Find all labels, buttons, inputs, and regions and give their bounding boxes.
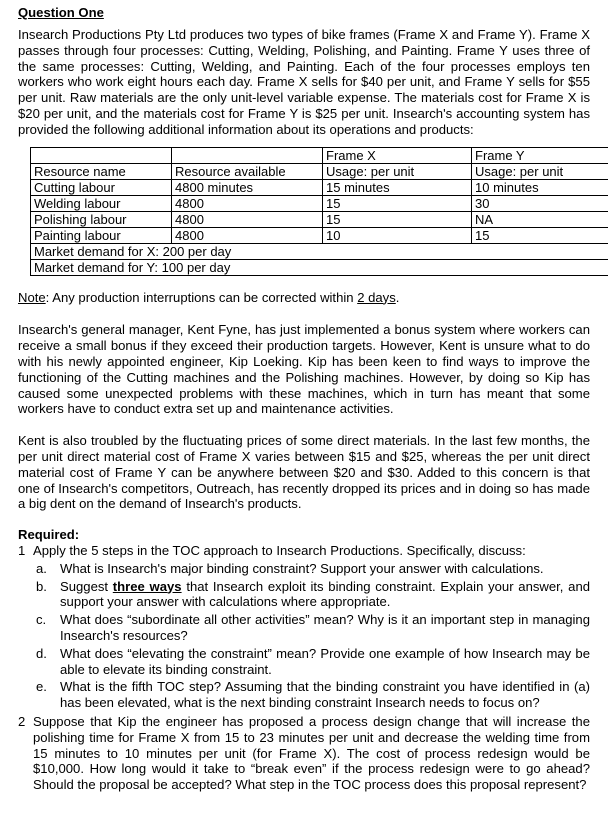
table-cell: 15 xyxy=(472,227,608,243)
table-cell: Usage: per unit xyxy=(472,163,608,179)
intro-paragraph: Insearch Productions Pty Ltd produces two types of bike frames (Frame X and Frame Y). Frame X passes through four processes: Cutting, Welding, Polishing, and Painting. Frame Y uses three of the same processes: Cutting, Welding, and Painting. Each of the four processes employs ten workers who work eight hours each day. Frame X sells for $40 per unit, and Frame Y sells for $55 per unit. Raw materials are the only unit-level variable expense. The materials cost for Frame X is $20 per unit, and the materials cost for Frame Y is $25 per unit. Insearch's accounting system has provided the following additional information about its operations and products: xyxy=(18,27,590,137)
table-cell xyxy=(31,147,172,163)
sub-letter: d. xyxy=(36,645,47,661)
table-cell: 10 xyxy=(323,227,472,243)
table-cell: 10 minutes xyxy=(472,179,608,195)
table-cell: 15 minutes xyxy=(323,179,472,195)
table-row xyxy=(31,179,608,195)
table-cell: 4800 minutes xyxy=(172,179,323,195)
question-title: Question One xyxy=(18,5,104,20)
table-row xyxy=(31,243,608,259)
table-cell: Frame Y xyxy=(472,147,608,163)
table-cell: 15 xyxy=(323,211,472,227)
table-cell: Painting labour xyxy=(31,227,172,243)
sub-question-a xyxy=(36,561,590,577)
table-cell: Resource available xyxy=(172,163,323,179)
table-header-row xyxy=(31,163,608,179)
table-row xyxy=(31,211,608,227)
table-cell: 4800 xyxy=(172,195,323,211)
sub-question-d xyxy=(36,646,590,678)
note-label: Note xyxy=(18,289,46,305)
sub-text xyxy=(60,579,590,611)
question-text: Apply the 5 steps in the TOC approach to Insearch Productions. Specifically, discuss: xyxy=(33,542,526,558)
manager-paragraph: Insearch's general manager, Kent Fyne, has just implemented a bonus system where workers can receive a small bonus if they exceed their production targets. However, Kent is unsure what to do with his newly appointed engineer, Kip Loeking. Kip has been keen to find ways to improve the functioning of the Cutting machines and the Polishing machines. However, by doing so Kip has caused some unexpected problems with these machines, which in turn has meant that some workers have to conduct extra set up and maintenance activities. xyxy=(18,322,590,417)
table-cell: Cutting labour xyxy=(31,179,172,195)
table-row xyxy=(31,259,608,275)
demand-y-cell: Market demand for Y: 100 per day xyxy=(31,259,608,275)
note-end: . xyxy=(395,289,400,305)
table-header-row xyxy=(31,147,608,163)
question-2 xyxy=(18,714,590,793)
table-row xyxy=(31,195,608,211)
note-underlined: 2 days xyxy=(357,289,396,305)
sub-text-bold: three ways xyxy=(112,578,182,594)
sub-letter: a. xyxy=(36,560,47,576)
table-cell: 15 xyxy=(323,195,472,211)
sub-question-c xyxy=(36,612,590,644)
note-paragraph xyxy=(18,290,590,306)
sub-question-e xyxy=(36,679,590,711)
question-number: 2 xyxy=(18,713,26,729)
sub-text: What does “subordinate all other activities” mean? Why is it an important step in managing Insearch's resources? xyxy=(60,612,590,643)
demand-x-cell: Market demand for X: 200 per day xyxy=(31,243,608,259)
sub-text-pre: Suggest xyxy=(60,578,113,594)
question-1 xyxy=(18,543,590,559)
table-cell: NA xyxy=(472,211,608,227)
table-cell: Resource name xyxy=(31,163,172,179)
table-cell: Frame X xyxy=(323,147,472,163)
sub-letter: b. xyxy=(36,578,47,594)
note-text: : Any production interruptions can be corrected within xyxy=(45,289,358,305)
table-cell: 30 xyxy=(472,195,608,211)
table-cell xyxy=(172,147,323,163)
table-cell: Usage: per unit xyxy=(323,163,472,179)
resource-table xyxy=(30,147,608,276)
sub-text: What is Insearch's major binding constraint? Support your answer with calculations. xyxy=(60,560,544,576)
sub-text-rest: that Insearch exploit its binding constraint. Explain your answer, and support your answer with calculations where appropriate. xyxy=(60,578,591,610)
sub-question-b xyxy=(36,579,590,611)
table-cell: Polishing labour xyxy=(31,211,172,227)
materials-paragraph: Kent is also troubled by the fluctuating prices of some direct materials. In the last few months, the per unit direct material cost of Frame X varies between $15 and $25, whereas the per unit direct material cost of Frame Y can be anywhere between $20 and $30. Added to this concern is that one of Insearch's competitors, Outreach, has recently dropped its prices and in doing so has made a big dent on the demand of Insearch's products. xyxy=(18,433,590,512)
question-text: Suppose that Kip the engineer has proposed a process design change that will increase the polishing time for Frame X from 15 to 23 minutes per unit and decrease the welding time from 15 minutes to 10 minutes per unit (for Frame X). The cost of process redesign would be $10,000. How long would it take to “break even” if the process redesign were to go ahead? Should the proposal be accepted? What step in the TOC process does this proposal represent? xyxy=(33,713,590,793)
document-page xyxy=(18,5,590,793)
table-row xyxy=(31,227,608,243)
sub-letter: c. xyxy=(36,612,47,628)
sub-text: What is the fifth TOC step? Assuming that the binding constraint you have identified in (a) has been elevated, what is the next binding constraint Insearch needs to focus on? xyxy=(60,679,590,711)
sub-letter: e. xyxy=(36,679,47,695)
table-cell: 4800 xyxy=(172,227,323,243)
question-number: 1 xyxy=(18,542,26,558)
sub-text: What does “elevating the constraint” mean? Provide one example of how Insearch may be able to elevate its binding constraint. xyxy=(60,645,590,677)
table-cell: 4800 xyxy=(172,211,323,227)
table-cell: Welding labour xyxy=(31,195,172,211)
required-heading: Required: xyxy=(18,527,80,543)
